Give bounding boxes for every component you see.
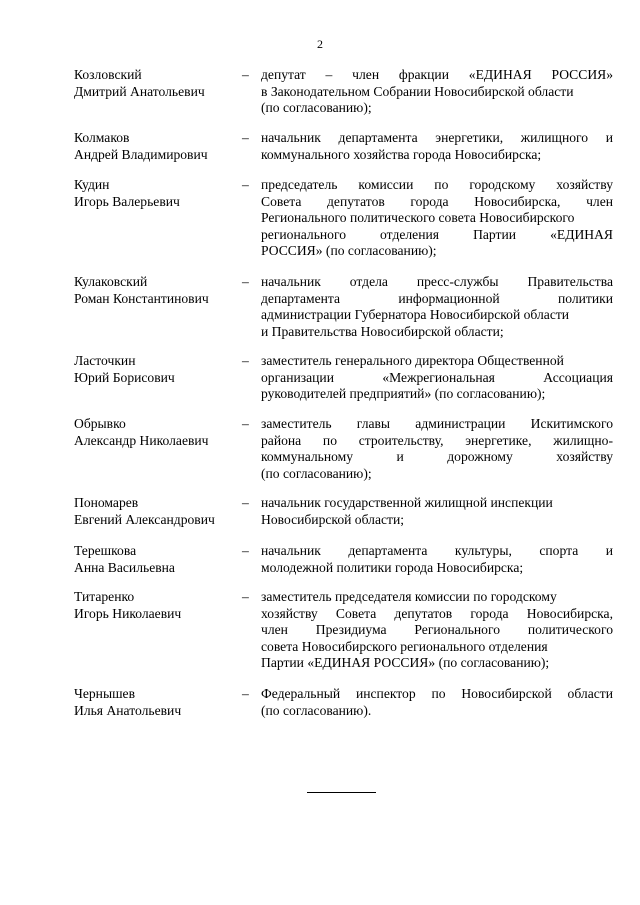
position-line: коммунальному и дорожному хозяйству	[261, 449, 613, 464]
position-line: заместитель главы администрации Искитимского	[261, 416, 613, 431]
member-name	[74, 177, 239, 210]
member-name	[74, 686, 239, 719]
position-line: Новосибирской области;	[261, 511, 405, 527]
dash-separator: –	[242, 495, 249, 510]
member-given-names: Андрей Владимирович	[74, 146, 208, 162]
position-line: начальник департамента культуры, спорта и	[261, 543, 613, 558]
member-surname: Чернышев	[74, 686, 135, 701]
position-line: (по согласованию);	[261, 100, 372, 115]
page-number: 2	[317, 37, 323, 51]
member-position	[261, 686, 613, 719]
member-given-names: Евгений Александрович	[74, 511, 215, 527]
position-line: (по согласованию);	[261, 465, 372, 481]
position-line: администрации Губернатора Новосибирской области	[261, 307, 570, 322]
member-name	[74, 416, 239, 449]
position-line: организации «Межрегиональная Ассоциация	[261, 369, 613, 385]
member-surname: Козловский	[74, 67, 142, 82]
dash-separator: –	[242, 589, 249, 604]
member-given-names: Юрий Борисович	[74, 369, 175, 385]
position-line: хозяйству Совета депутатов города Новосибирска,	[261, 605, 613, 621]
dash-separator: –	[242, 353, 249, 368]
position-line: Партии «ЕДИНАЯ РОССИЯ» (по согласованию);	[261, 655, 550, 670]
position-line: заместитель генерального директора Общественной	[261, 353, 564, 368]
member-name	[74, 495, 239, 528]
member-position	[261, 543, 613, 576]
position-line: заместитель председателя комиссии по городскому	[261, 589, 557, 604]
member-surname: Кудин	[74, 177, 110, 192]
position-line: депутат – член фракции «ЕДИНАЯ РОССИЯ»	[261, 67, 613, 82]
dash-separator: –	[242, 130, 249, 145]
member-given-names: Роман Константинович	[74, 290, 209, 306]
member-name	[74, 543, 239, 576]
dash-separator: –	[242, 543, 249, 558]
dash-separator: –	[242, 177, 249, 192]
member-given-names: Илья Анатольевич	[74, 702, 182, 718]
position-line: молодежной политики города Новосибирска;	[261, 559, 524, 575]
member-given-names: Анна Васильевна	[74, 559, 175, 575]
member-name	[74, 274, 239, 307]
position-line: в Законодательном Собрании Новосибирской области	[261, 83, 574, 99]
dash-separator: –	[242, 416, 249, 431]
member-position	[261, 589, 613, 672]
position-line: и Правительства Новосибирской области;	[261, 323, 504, 339]
position-line: начальник отдела пресс-службы Правительства	[261, 274, 613, 289]
member-surname: Ласточкин	[74, 353, 136, 368]
member-surname: Колмаков	[74, 130, 130, 145]
position-line: коммунального хозяйства города Новосибирска;	[261, 146, 542, 162]
member-position	[261, 495, 613, 528]
position-line: Федеральный инспектор по Новосибирской области	[261, 686, 613, 701]
position-line: председатель комиссии по городскому хозяйству	[261, 177, 613, 192]
member-surname: Кулаковский	[74, 274, 148, 289]
member-surname: Титаренко	[74, 589, 135, 604]
position-line: регионального отделения Партии «ЕДИНАЯ	[261, 226, 613, 242]
member-surname: Терешкова	[74, 543, 137, 558]
member-given-names: Игорь Николаевич	[74, 605, 182, 621]
member-position	[261, 416, 613, 482]
position-line: Совета депутатов города Новосибирска, член	[261, 193, 613, 209]
position-line: РОССИЯ» (по согласованию);	[261, 243, 437, 258]
position-line: начальник государственной жилищной инспекции	[261, 495, 553, 510]
position-line: начальник департамента энергетики, жилищного и	[261, 130, 613, 145]
end-of-list-rule	[307, 792, 376, 793]
position-line: совета Новосибирского регионального отделения	[261, 638, 548, 654]
member-position	[261, 274, 613, 340]
dash-separator: –	[242, 686, 249, 701]
member-position	[261, 353, 613, 403]
member-given-names: Александр Николаевич	[74, 432, 209, 448]
member-position	[261, 130, 613, 163]
position-line: член Президиума Регионального политического	[261, 622, 613, 637]
member-name	[74, 67, 239, 100]
dash-separator: –	[242, 274, 249, 289]
dash-separator: –	[242, 67, 249, 82]
member-name	[74, 353, 239, 386]
member-position	[261, 177, 613, 260]
member-position	[261, 67, 613, 117]
position-line: (по согласованию).	[261, 702, 372, 718]
member-name	[74, 589, 239, 622]
member-name	[74, 130, 239, 163]
position-line: департамента информационной политики	[261, 290, 613, 306]
member-surname: Пономарев	[74, 495, 139, 510]
member-given-names: Дмитрий Анатольевич	[74, 83, 205, 99]
member-surname: Обрывко	[74, 416, 126, 431]
position-line: руководителей предприятий» (по согласованию);	[261, 386, 546, 401]
position-line: Регионального политического совета Новосибирского	[261, 210, 575, 225]
member-given-names: Игорь Валерьевич	[74, 193, 180, 209]
position-line: района по строительству, энергетике, жилищно-	[261, 432, 613, 448]
